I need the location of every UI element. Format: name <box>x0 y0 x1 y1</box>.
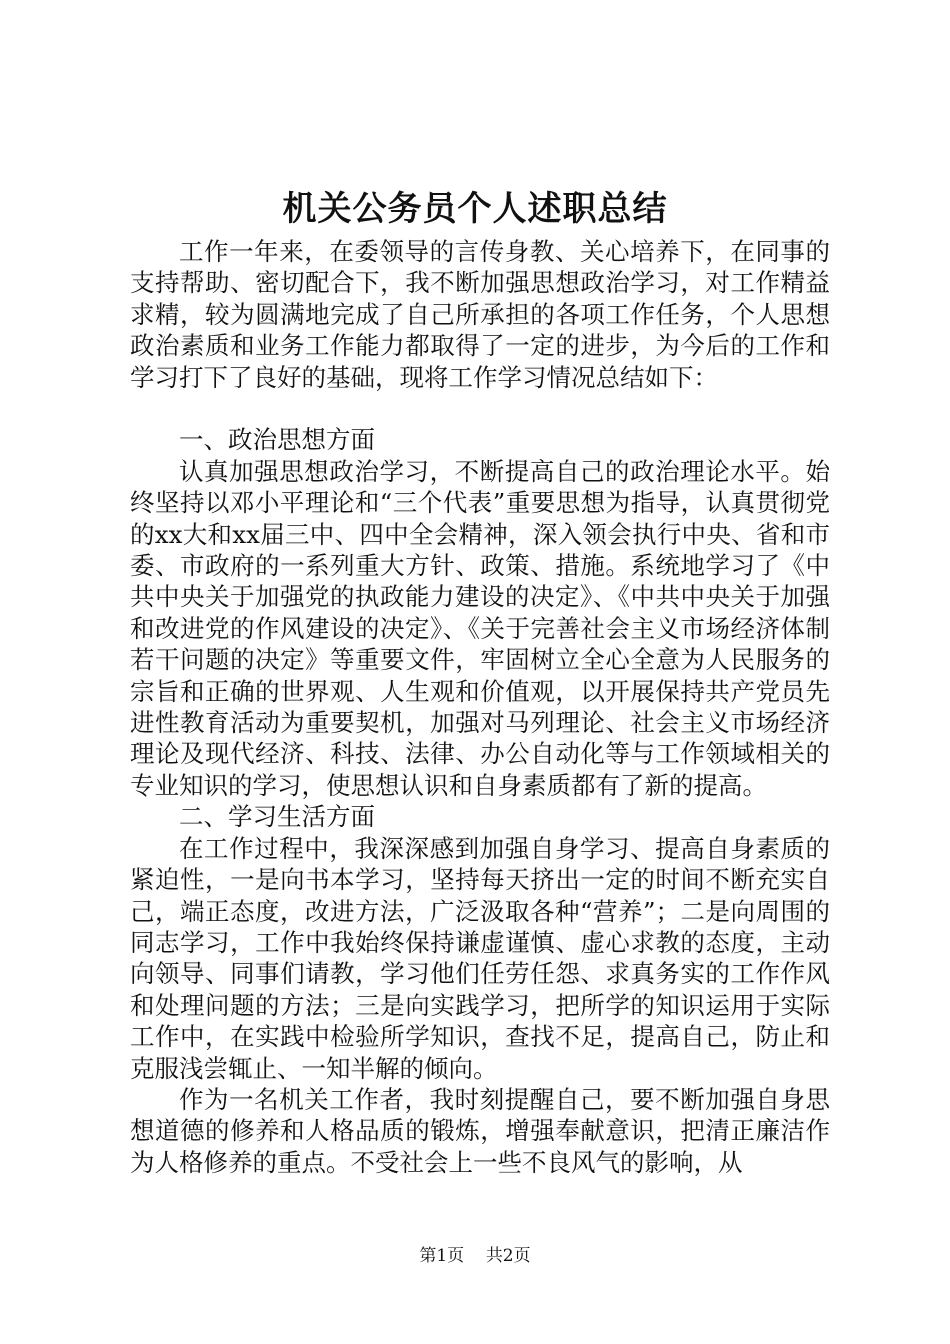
intro-paragraph: 工作一年来，在委领导的言传身教、关心培养下，在同事的支持帮助、密切配合下，我不断加强思想政治学习，对工作精益求精，较为圆满地完成了自己所承担的各项工作任务，个人思想政治素质和业务工作能力都取得了一定的进步，为今后的工作和学习打下了良好的基础，现将工作学习情况总结如下： <box>130 237 830 392</box>
document-title: 机关公务员个人述职总结 <box>282 189 668 229</box>
page-footer <box>0 1244 950 1268</box>
section-heading-politics: 一、政治思想方面 <box>179 425 375 455</box>
section-paragraph-integrity: 作为一名机关工作者，我时刻提醒自己，要不断加强自身思想道德的修养和人格品质的锻炼，增强奉献意识，把清正廉洁作为人格修养的重点。不受社会上一些不良风气的影响，从 <box>130 1084 830 1177</box>
page-total: 共2页 <box>485 1246 531 1266</box>
document-body <box>130 236 830 1178</box>
section-paragraph-politics: 认真加强思想政治学习，不断提高自己的政治理论水平。始终坚持以邓小平理论和“三个代表”重要思想为指导，认真贯彻党的xx大和xx届三中、四中全会精神，深入领会执行中央、省和市委、市政府的一系列重大方针、政策、措施。系统地学习了《中共中央关于加强党的执政能力建设的决定》、《中共中央关于加强和改进党的作风建设的决定》、《关于完善社会主义市场经济体制若干问题的决定》等重要文件，牢固树立全心全意为人民服务的宗旨和正确的世界观、人生观和价值观，以开展保持共产党员先进性教育活动为重要契机，加强对马列理论、社会主义市场经济理论及现代经济、科技、法律、办公自动化等与工作领域相关的专业知识的学习，使思想认识和自身素质都有了新的提高。 <box>130 456 830 800</box>
page-number: 第1页 <box>419 1246 465 1266</box>
section-heading-study: 二、学习生活方面 <box>179 802 375 832</box>
footer-spacer <box>470 1246 481 1266</box>
section-paragraph-study: 在工作过程中，我深深感到加强自身学习、提高自身素质的紧迫性，一是向书本学习，坚持每天挤出一定的时间不断充实自己，端正态度，改进方法，广泛汲取各种“营养”；二是向周围的同志学习，工作中我始终保持谦虚谨慎、虚心求教的态度，主动向领导、同事们请教，学习他们任劳任怨、求真务实的工作作风和处理问题的方法；三是向实践学习，把所学的知识运用于实际工作中，在实践中检验所学知识，查找不足，提高自己，防止和克服浅尝辄止、一知半解的倾向。 <box>130 833 830 1083</box>
paragraph-spacer <box>130 393 830 424</box>
